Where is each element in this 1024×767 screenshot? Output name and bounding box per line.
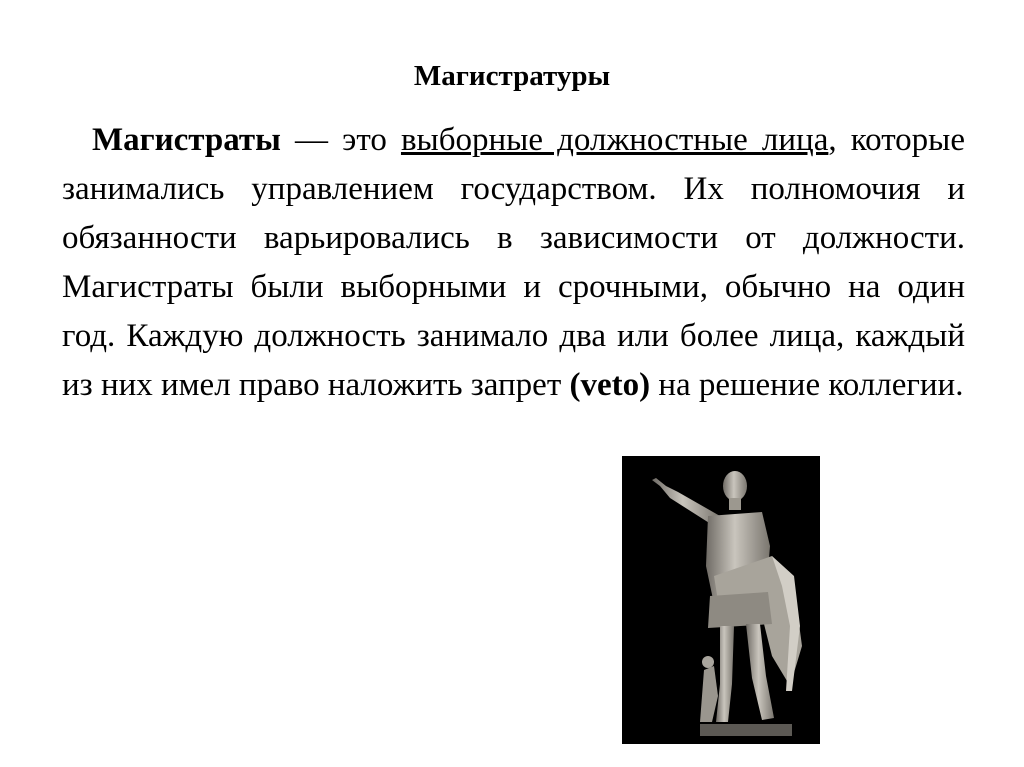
paragraph-text: , которые занимались управлением государством. Их полномочия и обязанности варьировались в зависимости от должности. Магистраты были выборными и срочными, обычно на один год. Каждую должность занимало два или более лица, каждый из них имел право наложить запрет (62, 122, 965, 403)
body-paragraph (62, 116, 965, 410)
elected-officials-link[interactable]: выборные должностные лица (400, 122, 829, 158)
dash-text: — это (280, 122, 401, 158)
term-magistrates: Магистраты (92, 122, 281, 158)
statue-icon (622, 456, 820, 744)
slide-title: Магистратуры (413, 60, 611, 92)
statue-image (622, 456, 820, 744)
veto-term: (veto) (569, 367, 651, 403)
paragraph-end-text: на решение коллегии. (650, 367, 964, 403)
